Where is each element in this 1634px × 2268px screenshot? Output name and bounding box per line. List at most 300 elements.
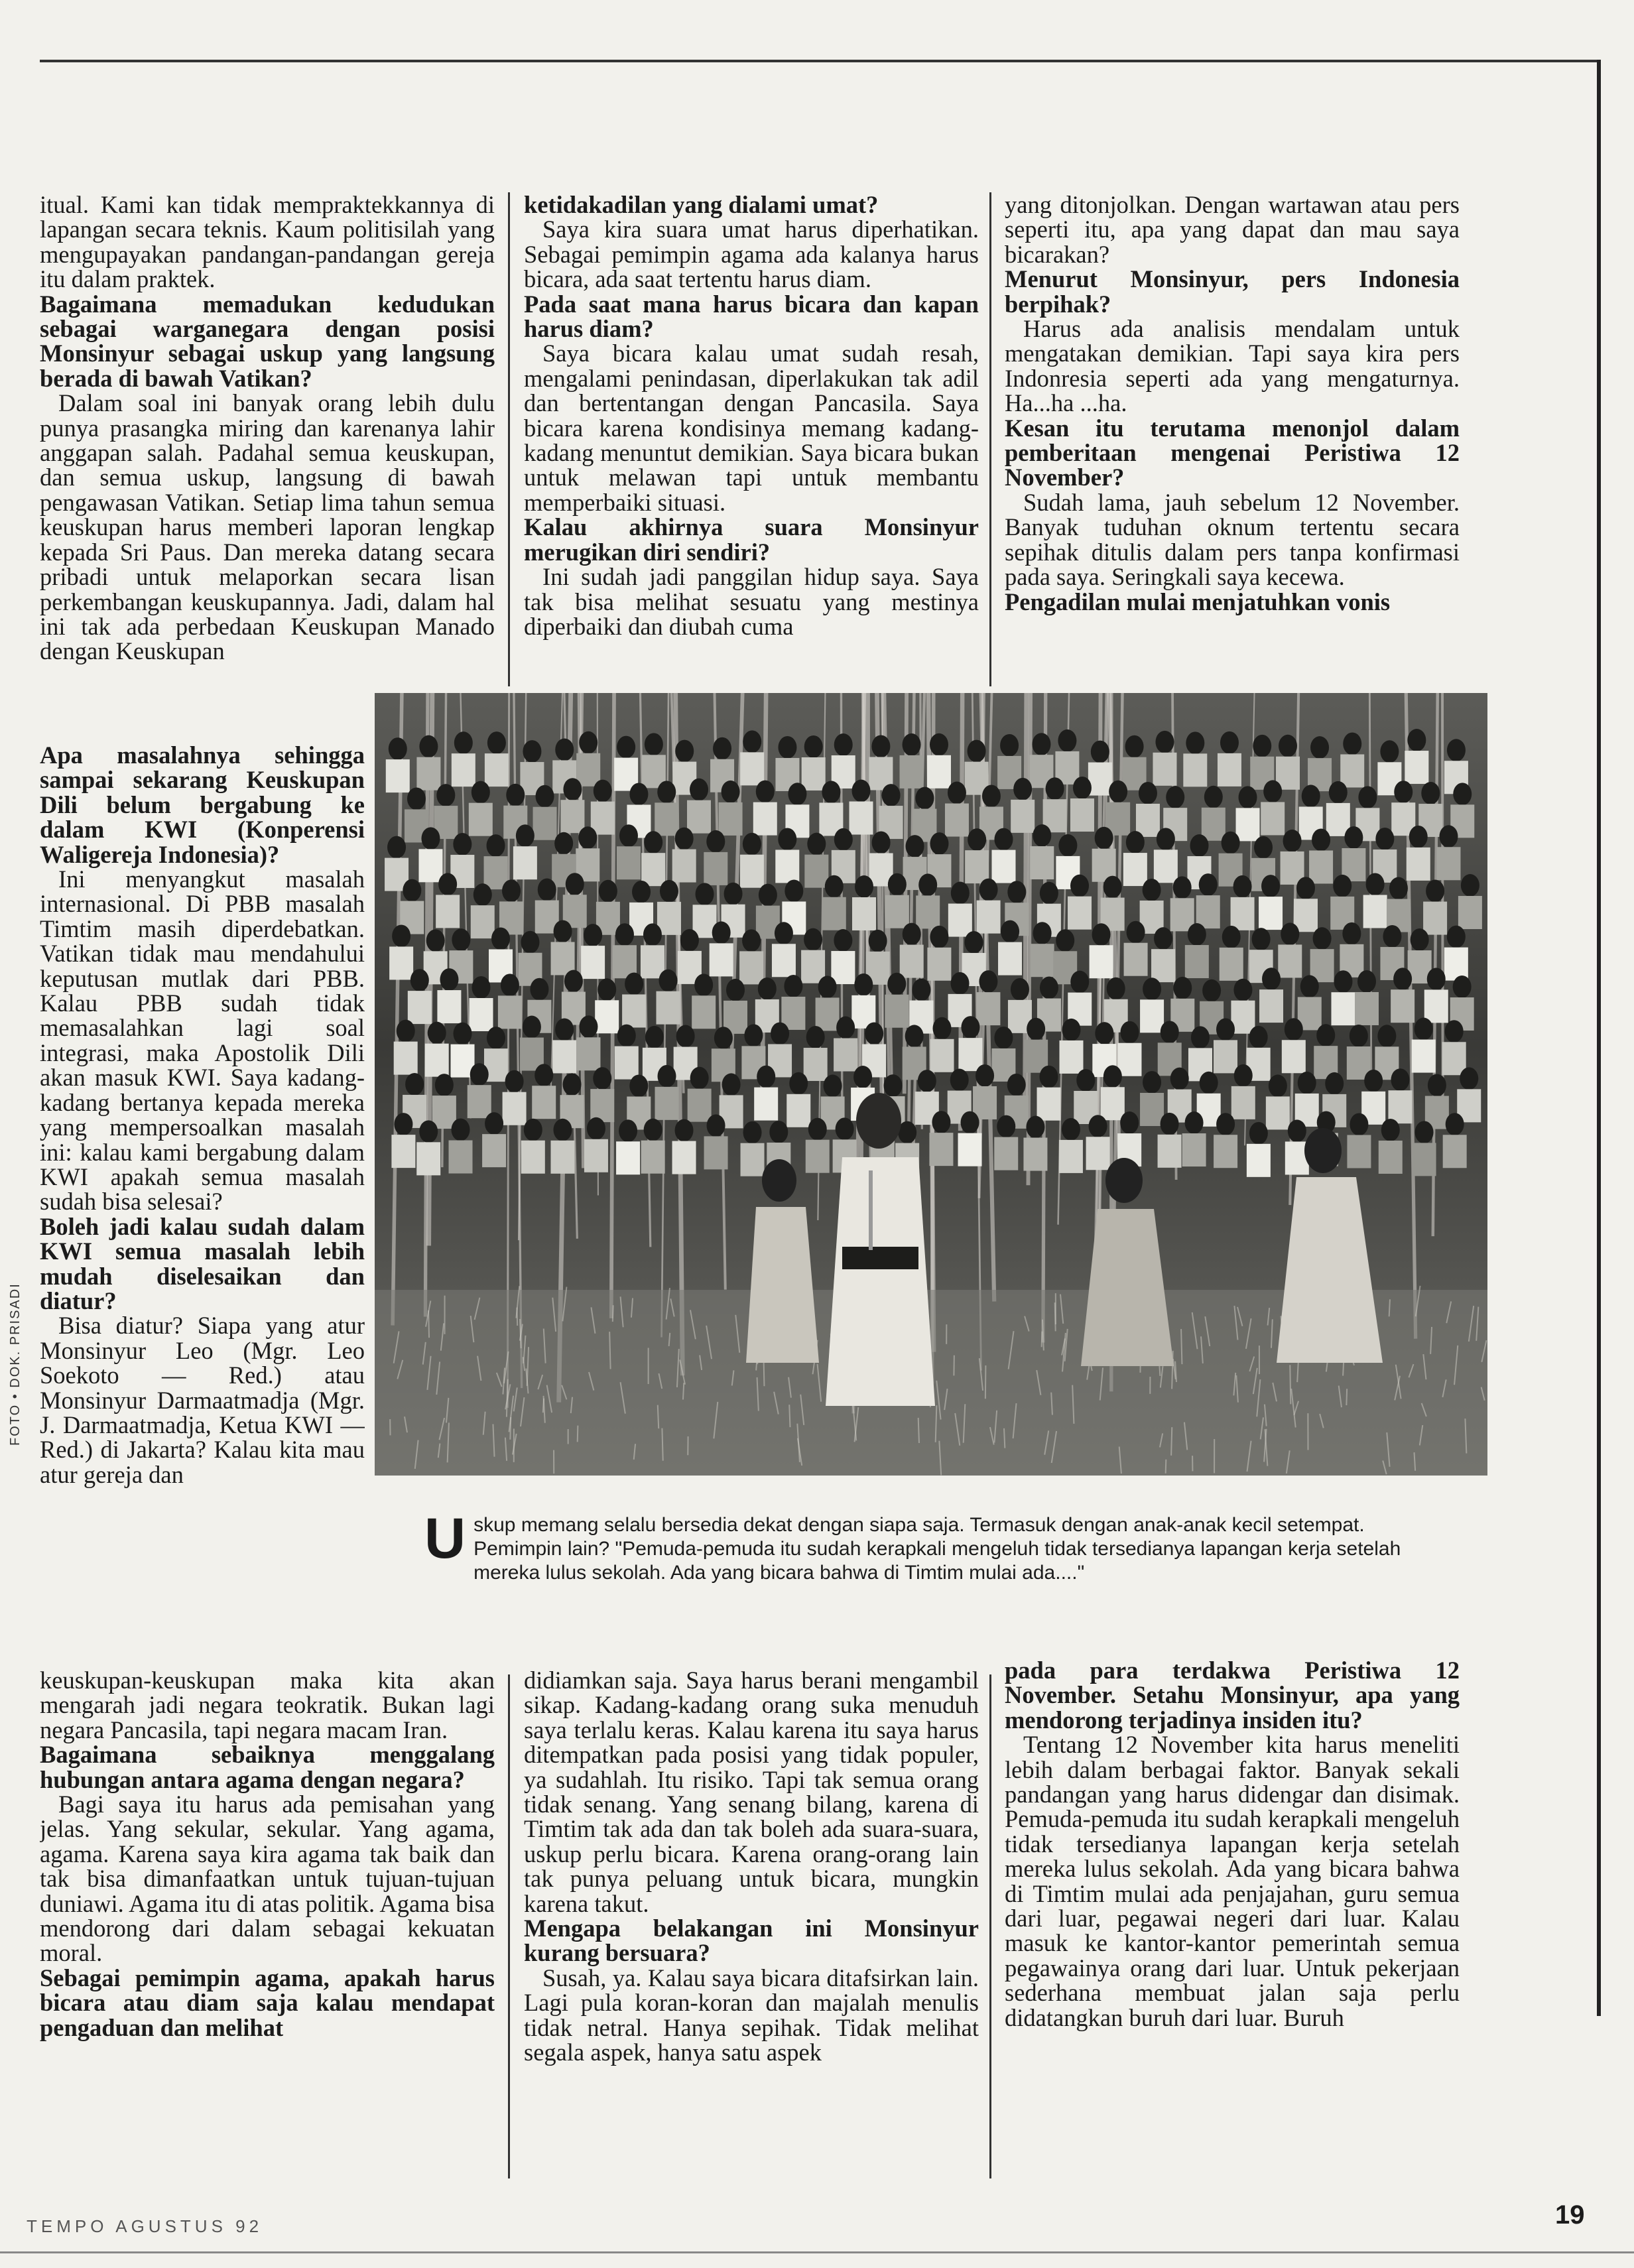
crowd-person-body bbox=[672, 850, 696, 883]
crowd-person bbox=[951, 972, 970, 995]
crowd-person bbox=[491, 927, 510, 950]
crowd-person-body bbox=[1231, 897, 1255, 930]
crowd-person bbox=[675, 828, 694, 850]
crowd-person bbox=[426, 929, 445, 952]
crowd-person bbox=[804, 928, 822, 951]
crowd-person bbox=[982, 785, 1001, 807]
crowd-person bbox=[658, 1065, 676, 1088]
crowd-person bbox=[644, 831, 662, 853]
crowd-person bbox=[1040, 882, 1058, 905]
crowd-person bbox=[918, 1070, 936, 1092]
crowd-person bbox=[1040, 977, 1058, 999]
crowd-person-body bbox=[584, 1139, 608, 1172]
crowd-person bbox=[1103, 876, 1122, 899]
crowd-person bbox=[834, 733, 853, 756]
crowd-person-body bbox=[485, 753, 509, 787]
crowd-person bbox=[994, 828, 1013, 851]
grass-blade bbox=[683, 1383, 684, 1399]
crowd-person bbox=[1428, 1074, 1446, 1097]
crowd-person bbox=[1446, 1113, 1464, 1135]
crowd-person bbox=[397, 1020, 415, 1042]
crowd-person-body bbox=[408, 991, 432, 1024]
crowd-person-body bbox=[1458, 896, 1482, 929]
crowd-person bbox=[644, 1119, 662, 1141]
crowd-person bbox=[1007, 881, 1026, 903]
crowd-person bbox=[584, 924, 602, 946]
crowd-person bbox=[808, 1118, 827, 1141]
crowd-person bbox=[778, 736, 796, 759]
crowd-person bbox=[1127, 921, 1145, 944]
crowd-person bbox=[1325, 1072, 1344, 1095]
crowd-person bbox=[473, 883, 492, 906]
crowd-person bbox=[1316, 1024, 1335, 1046]
crowd-person bbox=[1092, 923, 1111, 946]
crowd-person bbox=[454, 1023, 472, 1045]
crowd-person-body bbox=[1183, 753, 1207, 787]
crowd-person bbox=[453, 833, 471, 855]
crowd-person-body bbox=[533, 807, 557, 840]
crowd-person-body bbox=[1231, 1086, 1255, 1119]
crowd-person-body bbox=[852, 897, 876, 930]
crowd-person bbox=[1263, 780, 1282, 802]
crowd-person-body bbox=[998, 942, 1022, 976]
crowd-person-body bbox=[692, 995, 716, 1029]
crowd-person bbox=[1366, 873, 1385, 895]
crowd-person bbox=[1249, 1122, 1268, 1145]
crowd-person bbox=[1279, 735, 1297, 757]
crowd-person bbox=[906, 835, 924, 857]
crowd-person bbox=[1200, 1072, 1218, 1094]
crowd-person bbox=[994, 1027, 1013, 1049]
column-1-narrow bbox=[40, 743, 365, 1665]
crowd-person-body bbox=[885, 895, 909, 928]
crowd-person bbox=[1170, 1068, 1189, 1090]
crowd-person bbox=[997, 1115, 1015, 1138]
crowd-person-body bbox=[1309, 850, 1333, 883]
crowd-person bbox=[1143, 977, 1161, 1000]
crowd-person-body bbox=[991, 850, 1015, 883]
crowd-person bbox=[869, 930, 887, 952]
crowd-person-body bbox=[1443, 1135, 1467, 1168]
crowd-person bbox=[722, 1073, 741, 1096]
crowd-person bbox=[769, 1121, 788, 1143]
crowd-person-body bbox=[1123, 853, 1147, 886]
crowd-person bbox=[1447, 926, 1466, 948]
crowd-person bbox=[951, 882, 970, 905]
crowd-person bbox=[578, 826, 597, 849]
crowd-person bbox=[1033, 824, 1051, 847]
crowd-person-body bbox=[590, 1089, 614, 1122]
crowd-person-body bbox=[622, 995, 646, 1028]
crowd-person-body bbox=[576, 1037, 600, 1070]
crowd-person-body bbox=[1218, 753, 1241, 787]
crowd-person-body bbox=[656, 991, 680, 1025]
crowd-person-body bbox=[806, 1140, 830, 1173]
crowd-person-body bbox=[1444, 948, 1468, 981]
crowd-person bbox=[407, 787, 426, 810]
crowd-person bbox=[784, 975, 802, 997]
crowd-person-body bbox=[804, 855, 828, 888]
crowd-person-body bbox=[437, 990, 461, 1023]
crowd-person bbox=[743, 833, 761, 855]
crowd-person bbox=[865, 1022, 883, 1044]
crowd-person-body bbox=[1214, 1040, 1237, 1073]
crowd-person-body bbox=[804, 1048, 828, 1081]
crowd-person-body bbox=[1070, 798, 1094, 832]
crowd-person bbox=[696, 883, 714, 905]
crowd-person-body bbox=[1391, 989, 1414, 1023]
crowd-person-body bbox=[1331, 992, 1355, 1025]
crowd-person-body bbox=[1247, 1144, 1271, 1177]
crowd-person-body bbox=[560, 800, 584, 833]
crowd-person bbox=[1154, 927, 1172, 950]
crowd-person-body bbox=[641, 1141, 665, 1174]
grass-blade bbox=[1055, 1302, 1056, 1331]
crowd-person bbox=[1249, 1026, 1268, 1048]
crowd-person-body bbox=[1124, 943, 1148, 976]
crowd-person bbox=[554, 920, 572, 942]
crowd-person bbox=[1188, 923, 1206, 946]
crowd-person-body bbox=[1236, 808, 1260, 841]
crowd-person bbox=[1414, 1018, 1433, 1040]
crowd-person-body bbox=[552, 1040, 576, 1073]
grass-blade bbox=[1389, 1299, 1390, 1316]
crowd-person-body bbox=[521, 1141, 545, 1174]
answer-paragraph: Saya kira suara umat harus diperhatikan. Sebagai pemimpin agama ada kalanya harus bicara, ada saat tertentu harus diam. bbox=[524, 216, 979, 293]
crowd-person bbox=[775, 922, 793, 944]
crowd-person bbox=[903, 733, 921, 756]
crowd-person bbox=[629, 1075, 648, 1098]
crowd-person bbox=[979, 970, 997, 993]
crowd-person-body bbox=[532, 1086, 556, 1119]
crowd-person bbox=[1056, 929, 1074, 952]
crowd-person bbox=[1216, 1018, 1235, 1040]
answer-paragraph: itual. Kami kan tidak mempraktekkannya di lapangan secara teknis. Kaum politisilah yang mengupayakan pandangan-pandangan gereja itu dalam praktek. bbox=[40, 192, 495, 293]
crowd-person-body bbox=[416, 757, 440, 790]
crowd-person bbox=[1298, 1072, 1316, 1094]
crowd-person-body bbox=[927, 948, 951, 981]
crowd-person bbox=[1253, 735, 1271, 757]
answer-paragraph: Harus ada analisis mendalam untuk mengatakan demikian. Tapi saya kira pers Indonresia seperti ada yang mengaturnya. Ha...ha ...ha. bbox=[1005, 315, 1460, 417]
crowd-person-body bbox=[1424, 989, 1448, 1023]
crowd-person bbox=[1447, 739, 1466, 761]
crowd-person-body bbox=[1158, 1135, 1182, 1168]
crowd-person bbox=[410, 969, 429, 991]
crowd-person bbox=[1046, 777, 1064, 800]
crowd-person bbox=[660, 880, 678, 903]
crowd-person bbox=[1070, 875, 1089, 897]
crowd-person-body bbox=[1340, 754, 1364, 787]
answer-paragraph: Susah, ya. Kalau saya bicara ditafsirkan lain. Lagi pula koran-koran dan majalah menulis tidak netral. Hanya sepihak. Tidak melihat segala aspek, hanya satu aspek bbox=[524, 1964, 979, 2066]
crowd-person bbox=[1202, 979, 1221, 1002]
crowd-person-body bbox=[418, 849, 442, 882]
crowd-person bbox=[1095, 1022, 1113, 1044]
crowd-person bbox=[1380, 740, 1399, 763]
crowd-person bbox=[771, 1022, 789, 1044]
crowd-person bbox=[1439, 825, 1458, 848]
answer-paragraph: keuskupan-keuskupan maka kita akan mengarah jadi negara teokratik. Bukan lagi negara Pancasila, tapi negara macam Iran. bbox=[40, 1668, 495, 1743]
crowd-person bbox=[903, 923, 921, 946]
crowd-person bbox=[538, 879, 556, 901]
crowd-person-body bbox=[973, 1086, 997, 1119]
crowd-person bbox=[818, 976, 837, 998]
crowd-person bbox=[1285, 1018, 1303, 1040]
crowd-person-body bbox=[816, 997, 840, 1031]
crowd-person-body bbox=[801, 950, 825, 983]
crowd-person-body bbox=[927, 755, 951, 788]
crowd-person bbox=[979, 879, 998, 901]
crowd-person-body bbox=[753, 802, 777, 836]
crowd-person-body bbox=[449, 1141, 473, 1174]
answer-paragraph: Saya bicara kalau umat sudah resah, mengalami penindasan, diperlakukan tak adil dan bertentangan dengan Pancasila. Saya bicara karena kondisinya memang kadang-kadang menuntut demikian. Saya bicara bukan untuk melawan tapi untuk membantu memperbaiki situasi. bbox=[524, 340, 979, 516]
question-paragraph: Bagaimana memadukan kedudukan sebagai warganegara dengan posisi Monsinyur sebagai uskup yang langsung berada di bawah Vatikan? bbox=[40, 290, 495, 392]
crowd-person bbox=[834, 828, 853, 851]
crowd-person bbox=[871, 735, 890, 757]
crowd-person bbox=[629, 783, 648, 806]
crowd-person bbox=[822, 781, 840, 803]
answer-paragraph: didiamkan saja. Saya harus berani mengambil sikap. Kadang-kadang orang suka menuduh saya terlalu keras. Kalau karena itu saya harus ditempatkan pada posisi yang tidak populer, ya sudahlah. Itu risiko. Tapi tak semua orang tidak senang. Yang senang bilang, karena di Timtim tak ada dan tak boleh ada suara-suara, uskup perlu bicara. Karena orang-orang lain tak punya peluang untuk bicara, mungkin karena takut. bbox=[524, 1668, 979, 1917]
crowd-person bbox=[714, 1027, 733, 1049]
crowd-person bbox=[744, 1024, 763, 1046]
crowd-person-body bbox=[900, 945, 924, 978]
crowd-person-body bbox=[1347, 1135, 1371, 1168]
question-paragraph: Mengapa belakangan ini Monsinyur kurang bersuara? bbox=[524, 1915, 979, 1967]
crowd-person bbox=[428, 1022, 446, 1044]
crowd-person-body bbox=[1220, 948, 1243, 981]
crowd-person bbox=[1139, 782, 1157, 804]
crowd-person bbox=[1161, 1021, 1179, 1043]
grass-blade bbox=[985, 1365, 986, 1399]
crowd-person-body bbox=[1060, 1040, 1084, 1074]
answer-paragraph: Bagi saya itu harus ada pemisahan yang jelas. Yang sekular, sekular. Yang agama, agama. Karena saya kira agama tak baik dan tak bisa dimanfaatkan untuk tujuan-tujuan duniawi. Agama itu di atas politik. Agama bisa mendorong dari dalam sebagai kekuatan moral. bbox=[40, 1791, 495, 1967]
crowd-person-body bbox=[1136, 804, 1160, 837]
crowd-person-body bbox=[386, 759, 410, 792]
crowd-person-body bbox=[958, 1038, 982, 1071]
crowd-person bbox=[1393, 968, 1412, 990]
crowd-person bbox=[825, 875, 844, 898]
crowd-person bbox=[724, 883, 743, 905]
crowd-person bbox=[757, 1066, 775, 1088]
crowd-person bbox=[1040, 1066, 1058, 1088]
crowd-person bbox=[852, 780, 871, 802]
crowd-person bbox=[523, 1016, 541, 1039]
crowd-person-body bbox=[948, 904, 972, 937]
crowd-person bbox=[1312, 828, 1330, 851]
question-paragraph: Pengadilan mulai menjatuhkan vonis bbox=[1005, 588, 1391, 615]
crowd-person bbox=[884, 1074, 903, 1097]
column-1-bottom bbox=[40, 1668, 495, 2172]
crowd-person bbox=[470, 1063, 489, 1086]
crowd-person bbox=[1013, 778, 1032, 800]
crowd-person bbox=[804, 735, 823, 758]
crowd-person bbox=[421, 827, 440, 850]
crowd-person-body bbox=[615, 1046, 639, 1080]
crowd-person bbox=[1173, 977, 1192, 999]
crowd-person-body bbox=[655, 1087, 679, 1120]
crowd-person-body bbox=[958, 1133, 982, 1166]
crowd-person bbox=[743, 730, 761, 753]
caption-text: skup memang selalu bersedia dekat dengan siapa saja. Termasuk dengan anak-anak kecil setempat. Pemimpin lain? "Pemuda-pemuda itu sudah kerapkali mengeluh tidak tersedianya lapangan kerja setelah mereka lulus sekolah. Ada yang bicara bahwa di Timtim mulai ada...." bbox=[473, 1514, 1401, 1584]
crowd-person bbox=[1364, 1070, 1383, 1092]
page-number: 19 bbox=[1555, 2200, 1585, 2230]
grass-blade bbox=[428, 1310, 429, 1338]
crowd-person bbox=[1107, 977, 1125, 1000]
crowd-person bbox=[530, 978, 548, 1001]
crowd-person bbox=[778, 828, 796, 850]
crowd-person bbox=[680, 929, 699, 952]
crowd-person-body bbox=[1388, 1090, 1412, 1123]
crowd-person-body bbox=[576, 753, 600, 787]
crowd-person bbox=[1155, 731, 1174, 753]
crowd-person bbox=[706, 830, 725, 853]
crowd-person bbox=[403, 879, 421, 902]
crowd-person bbox=[1377, 1025, 1396, 1047]
grass-blade bbox=[1004, 1428, 1005, 1448]
crowd-person-body bbox=[965, 850, 989, 883]
crowd-person bbox=[1383, 925, 1401, 948]
top-rule bbox=[40, 60, 1601, 62]
crowd-person-body bbox=[482, 1134, 506, 1167]
crowd-person bbox=[785, 879, 803, 902]
crowd-person-body bbox=[641, 853, 665, 886]
crowd-person bbox=[1411, 928, 1429, 951]
crowd-person bbox=[1143, 879, 1161, 901]
crowd-person bbox=[1058, 834, 1077, 857]
answer-paragraph: Dalam soal ini banyak orang lebih dulu punya prasangka miring dan karenanya lahir anggapan salah. Padahal semua keuskupan, dan semua uskup, langsung di bawah pengawasan Vatikan. Setiap lima tahun semua keuskupan harus memberi laporan lengkap kepada Sri Paus. Dan mereka datang secara pribadi untuk melaporkan secara lisan perkembangan keuskupannya. Jadi, dalam hal ini tak ada perbedaan Keuskupan Manado dengan Keuskupan bbox=[40, 389, 495, 665]
crowd-person bbox=[759, 884, 777, 907]
crowd-person bbox=[1173, 876, 1192, 899]
crowd-person bbox=[1125, 735, 1144, 758]
column-rule-2b bbox=[989, 1674, 991, 2178]
crowd-person bbox=[452, 928, 470, 951]
crowd-person-body bbox=[1088, 763, 1112, 796]
crowd-person-body bbox=[1261, 802, 1285, 835]
crowd-person bbox=[1357, 970, 1376, 993]
crowd-person-body bbox=[595, 1000, 619, 1033]
crowd-person bbox=[487, 834, 505, 857]
crowd-person bbox=[506, 784, 525, 806]
photo-caption bbox=[424, 1507, 1406, 1585]
crowd-person-body bbox=[550, 1141, 574, 1174]
crowd-person-body bbox=[1196, 895, 1220, 928]
crowd-person bbox=[1222, 926, 1241, 948]
crowd-person bbox=[452, 1119, 470, 1141]
crowd-person bbox=[1460, 1067, 1478, 1090]
crowd-person bbox=[1445, 1020, 1464, 1042]
crowd-person-body bbox=[581, 946, 605, 979]
crowd-person bbox=[707, 1114, 725, 1137]
crowd-person-body bbox=[1011, 800, 1035, 833]
grass-blade bbox=[918, 1418, 919, 1443]
crowd-person bbox=[555, 738, 574, 761]
question-paragraph: Sebagai pemimpin agama, apakah harus bicara atau diam saja kalau mendapat pengaduan dan melihat bbox=[40, 1964, 495, 2041]
group-photo bbox=[375, 693, 1487, 1476]
crowd-person bbox=[888, 873, 907, 896]
crowd-person-body bbox=[1278, 944, 1302, 977]
crowd-person bbox=[1000, 734, 1019, 757]
crowd-person bbox=[854, 974, 873, 996]
crowd-person-body bbox=[1151, 949, 1175, 982]
crowd-person-body bbox=[1294, 899, 1318, 932]
crowd-person-body bbox=[976, 992, 1000, 1025]
crowd-person-body bbox=[775, 850, 799, 883]
crowd-person bbox=[912, 979, 930, 1001]
crowd-person bbox=[502, 879, 521, 902]
crowd-person bbox=[472, 976, 491, 999]
column-rule-1b bbox=[508, 1674, 510, 2178]
crowd-person bbox=[742, 929, 761, 952]
crowd-person-body bbox=[1023, 1138, 1047, 1171]
crowd-person-body bbox=[1185, 945, 1209, 978]
crowd-person bbox=[1453, 783, 1472, 805]
crowd-person bbox=[1070, 971, 1089, 993]
crowd-person bbox=[643, 923, 662, 946]
crowd-person bbox=[645, 1026, 664, 1048]
crowd-person bbox=[930, 926, 948, 948]
crowd-person bbox=[501, 974, 519, 996]
crowd-person-body bbox=[641, 945, 664, 978]
crowd-person-body bbox=[1090, 945, 1113, 978]
crowd-person-body bbox=[471, 905, 495, 938]
crowd-person-body bbox=[425, 1044, 449, 1077]
crowd-person-body bbox=[1140, 999, 1164, 1033]
crowd-person bbox=[619, 1119, 637, 1142]
crowd-person bbox=[389, 737, 407, 760]
grass-blade bbox=[1181, 1329, 1182, 1364]
column-3-top bbox=[1005, 192, 1460, 690]
crowd-person-body bbox=[1140, 1093, 1164, 1126]
crowd-person-body bbox=[1259, 989, 1283, 1023]
crowd-person bbox=[394, 1113, 412, 1135]
crowd-person-body bbox=[436, 895, 460, 928]
caption-dropcap: U bbox=[424, 1507, 466, 1570]
crowd-person-body bbox=[710, 943, 733, 976]
crowd-person bbox=[968, 828, 986, 851]
right-frame-rule bbox=[1597, 60, 1601, 2016]
crowd-person bbox=[599, 880, 617, 903]
crowd-person-body bbox=[977, 901, 1001, 934]
crowd-person bbox=[387, 836, 406, 859]
crowd-person bbox=[438, 873, 457, 895]
crowd-person bbox=[1300, 975, 1319, 997]
crowd-person bbox=[1333, 875, 1351, 897]
crowd-person bbox=[1262, 968, 1281, 990]
crowd-person bbox=[1302, 785, 1320, 807]
crowd-person bbox=[1342, 922, 1361, 945]
crowd-person bbox=[563, 778, 582, 800]
crowd-person bbox=[789, 1072, 808, 1095]
crowd-person bbox=[806, 1026, 825, 1048]
crowd-person bbox=[1288, 1119, 1306, 1142]
crowd-person bbox=[758, 977, 777, 1000]
crowd-person bbox=[713, 737, 731, 760]
crowd-person bbox=[1334, 970, 1352, 993]
column-3-bottom bbox=[1005, 1658, 1460, 2172]
crowd-person bbox=[1033, 922, 1052, 944]
question-paragraph: Kalau akhirnya suara Monsinyur merugikan diri sendiri? bbox=[524, 513, 979, 566]
crowd-person bbox=[836, 1017, 855, 1039]
crowd-person-body bbox=[498, 995, 522, 1029]
crowd-person bbox=[1296, 877, 1315, 899]
crowd-person bbox=[905, 1025, 924, 1047]
crowd-person-body bbox=[391, 1135, 415, 1168]
crowd-person bbox=[1011, 978, 1029, 1001]
answer-paragraph: Ini sudah jadi panggilan hidup saya. Saya tak bisa melihat sesuatu yang mestinya diperbaiki dan diubah cuma bbox=[524, 563, 979, 640]
crowd-person bbox=[657, 781, 676, 803]
crowd-person bbox=[1233, 979, 1252, 1001]
crowd-person bbox=[1199, 873, 1218, 896]
crowd-person-body bbox=[394, 1042, 418, 1075]
